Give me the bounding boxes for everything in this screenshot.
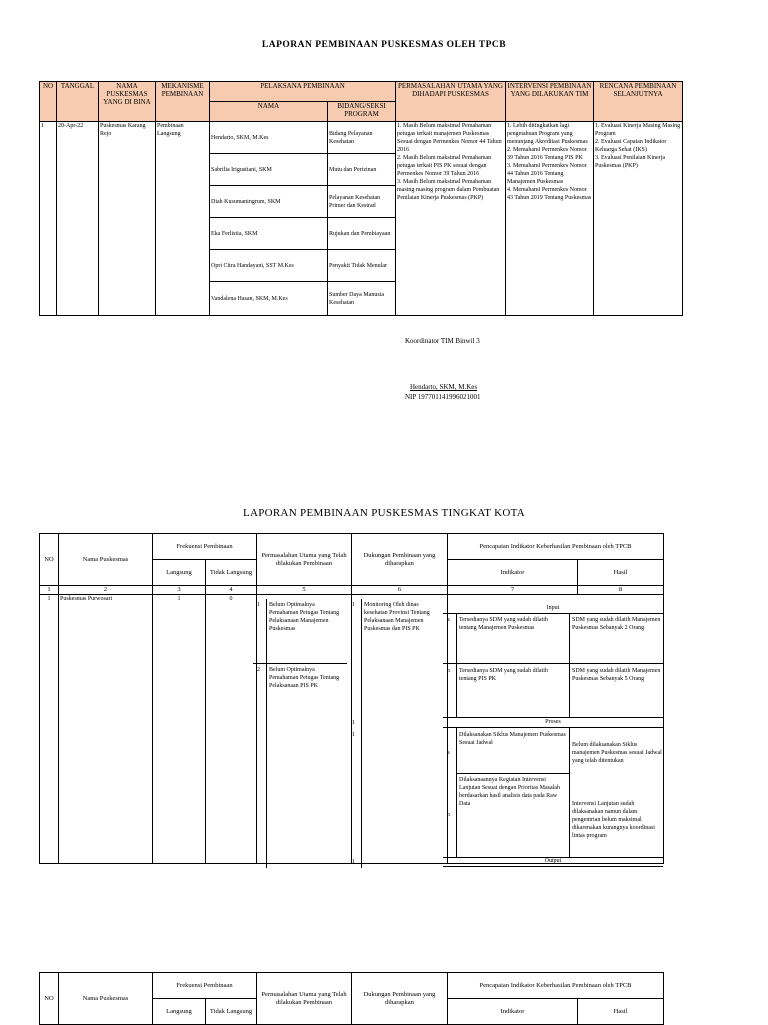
pelaksana-bidang: Rujukan dan Pembiayaan <box>328 218 396 250</box>
header-intervensi: INTERVENSI PEMBINAAN YANG DILAKUKAN TIM <box>506 82 594 122</box>
header-langsung: Langsung <box>153 560 206 586</box>
header-permasalahan: PERMASALAHAN UTAMA YANG DIHADAPI PUSKESMAS <box>396 82 506 122</box>
problem-separator <box>253 663 347 664</box>
input-divider <box>443 613 663 614</box>
report3-table <box>39 972 664 1025</box>
header-bidang: BIDANG/SEKSI PROGRAM <box>328 102 396 122</box>
header-tidak-langsung: Tidak Langsung <box>206 999 257 1025</box>
header-pencapaian: Pencapaian Indikator Keberhasilan Pembinaan oleh TPCB <box>448 534 664 560</box>
row-nama: Puskesmas Purwosari <box>59 595 153 864</box>
indicator-letter: b <box>447 668 450 674</box>
problem-number: 1 <box>257 602 260 608</box>
indicator-hasil: Intervensi Lanjutan sudah dilaksanakan namun dalam pengentrian belum maksimal dikarenakan kurangnya koordinasi lintas program <box>572 801 655 839</box>
header-mekanisme: MEKANISME PEMBINAAN <box>156 82 210 122</box>
pelaksana-bidang: Mutu dan Perizinan <box>328 154 396 186</box>
indicator-hasil: SDM yang sudah dilatih Manajemen Puskesmas Sebanyak 5 Orang <box>572 668 661 682</box>
dukungan-number: 1 <box>352 720 355 726</box>
header-no: NO <box>40 973 59 1025</box>
indicator-letter: a <box>447 617 450 623</box>
report1-table <box>39 81 683 316</box>
col-number: 8 <box>578 586 664 595</box>
problem-number: 2 <box>257 667 260 673</box>
header-permasalahan: Permasalahan Utama yang Telah dilakukan Pembinaan <box>257 973 352 1025</box>
dukungan-number: 1 <box>352 732 355 738</box>
header-indikator: Indikator <box>448 999 578 1025</box>
row-tanggal: 20-Apr-22 <box>57 122 99 316</box>
header-nama: NAMA <box>210 102 328 122</box>
row-permasalahan <box>257 595 352 864</box>
pelaksana-bidang: Bidang Pelayanan Kesehatan <box>328 122 396 154</box>
row-tidak-langsung: 0 <box>206 595 257 864</box>
row-mekanisme: Pembinaan Langsung <box>156 122 210 316</box>
signature-nip: NIP 197701141996021001 <box>405 393 481 401</box>
indicator-text: Tersedianya SDM yang sudah dilatih tentang PIS PK <box>459 668 548 682</box>
col-number: 4 <box>206 586 257 595</box>
header-frekuensi: Frekuensi Pembinaan <box>153 973 257 999</box>
report2-table <box>39 533 664 864</box>
indicator-hasil: SDM yang sudah dilatih Manajemen Puskesmas Sebanyak 2 Orang <box>572 617 661 631</box>
row-no: 1 <box>40 122 57 316</box>
pelaksana-nama: Hendarto, SKM, M.Kes <box>210 122 328 154</box>
proses-divider <box>443 727 663 728</box>
header-tanggal: TANGGAL <box>57 82 99 122</box>
hasil-divider <box>569 727 570 857</box>
col-number: 1 <box>40 586 59 595</box>
header-frekuensi: Frekuensi Pembinaan <box>153 534 257 560</box>
indicator-separator <box>456 773 569 774</box>
header-hasil: Hasil <box>578 999 664 1025</box>
row-dukungan <box>352 595 448 864</box>
row-puskesmas: Puskesmas Karang Rejo <box>99 122 156 316</box>
pelaksana-nama: Opri Citra Handayani, SST M.Kes <box>210 250 328 282</box>
problem-text: Belum Optimalnya Pemahaman Petugas Tentang Pelaksanaan PIS PK <box>269 667 340 689</box>
header-rencana: RENCANA PEMBINAAN SELANJUTNYA <box>594 82 683 122</box>
row-intervensi: 1. Lebih ditingkatkan lagi pengetahuan Program yang menunjang Akreditasi Puskesmas 2. Memahami Permenkes Nomor 39 Tahun 2016 Tentang PIS PK 3. Memahami Permenkes Nomor 44 Tahun 2016 Tentang Manajemen Puskesmas 4. Memahami Permenkes Nomor 43 Tahun 2019 Tentang Puskesmas <box>506 122 594 316</box>
dukungan-number: 1 <box>352 859 355 865</box>
section-input: Input <box>546 605 560 611</box>
row-rencana: 1. Evaluasi Kinerja Masing Masing Program 2. Evaluasi Capaian Indikator Keluarga Sehat (IKS) 3. Evaluasi Penilaian Kinerja Puskesmas (PKP) <box>594 122 683 316</box>
col-number: 6 <box>352 586 448 595</box>
header-nama-puskesmas: Nama Puskesmas <box>59 534 153 586</box>
indicator-text: Dilaksanaannya Kegiatan Intervensi Lanjutan Sesuai dengan Prioritas Masalah berdasarkan hasil analisis data pada Raw Data <box>459 777 560 807</box>
report2-title: LAPORAN PEMBINAAN PUSKESMAS TINGKAT KOTA <box>242 507 526 519</box>
pelaksana-nama: Diah Kusumaningrum, SKM <box>210 186 328 218</box>
header-pelaksana: PELAKSANA PEMBINAAN <box>210 82 396 102</box>
section-output: Output <box>544 858 562 864</box>
header-permasalahan: Permasalahan Utama yang Telah dilakukan Pembinaan <box>257 534 352 586</box>
letter-divider <box>456 727 457 857</box>
col-number: 7 <box>448 586 578 595</box>
indicator-letter: b <box>447 812 450 818</box>
section-proses: Proses <box>545 719 561 725</box>
header-no: NO <box>40 534 59 586</box>
row-permasalahan: 1. Masih Belum maksimal Pemahaman petugas terkait manajemen Puskesmas Sesuai dengan Permenkes Nomor 44 Tahun 2016 2. Masih Belum maksimal Pemahaman petugas terkait PIS PK sesuai dengan Permenkes Nomor 39 Tahun 2016 3. Masih Belum maksimal Pemahaman masing masing program dalam Pembuatan Penilaian Kinerja Puskesmas (PKP) <box>396 122 506 316</box>
signature-role: Koordinator TIM Binwil 3 <box>405 337 480 345</box>
header-nama-puskesmas: NAMA PUSKESMAS YANG DI BINA <box>99 82 156 122</box>
indicator-hasil: Belum dilaksanakan Siklus manajemen Puskesmas sesuai Jadwal yang telah ditentukan <box>572 742 662 764</box>
pelaksana-nama: Vandalena Hasan, SKM, M.Kes <box>210 282 328 316</box>
pelaksana-bidang: Sumber Daya Manusia Kesehatan <box>328 282 396 316</box>
col-number: 2 <box>59 586 153 595</box>
pelaksana-nama: Eka Ferlistia, SKM <box>210 218 328 250</box>
pelaksana-bidang: Penyakit Tidak Menular <box>328 250 396 282</box>
col-number: 5 <box>257 586 352 595</box>
header-tidak-langsung: Tidak Langsung <box>206 560 257 586</box>
header-no: NO <box>40 82 57 122</box>
header-dukungan: Dukungan Pembinaan yang diharapkan <box>352 534 448 586</box>
indicator-letter: a <box>447 750 450 756</box>
report1-title: LAPORAN PEMBINAAN PUSKESMAS OLEH TPCB <box>261 40 507 50</box>
letter-divider <box>456 613 457 717</box>
row-no: 1 <box>40 595 59 864</box>
col-number: 3 <box>153 586 206 595</box>
indicator-text: Dilaksanakan Siklus Manajemen Puskesmas Sesuai Jadwal <box>459 732 566 746</box>
header-indikator: Indikator <box>448 560 578 586</box>
signature-name: Hendarto, SKM, M.Kes <box>410 383 478 391</box>
header-dukungan: Dukungan Pembinaan yang diharapkan <box>352 973 448 1025</box>
dukungan-subdivider <box>361 599 362 868</box>
problem-text: Belum Optimalnya Pemahaman Petugas Tentang Pelaksanaan Manajemen Puskesmas <box>269 602 340 632</box>
output-divider <box>443 866 663 867</box>
header-langsung: Langsung <box>153 999 206 1025</box>
dukungan-number: 1 <box>352 602 355 608</box>
problem-subdivider <box>266 599 267 868</box>
indicator-text: Tersedianya SDM yang sudah dilatih tentang Manajemen Puskesmas <box>459 617 548 631</box>
header-nama-puskesmas: Nama Puskesmas <box>59 973 153 1025</box>
row-langsung: 1 <box>153 595 206 864</box>
header-hasil: Hasil <box>578 560 664 586</box>
pelaksana-nama: Sabrilia Irigustiani, SKM <box>210 154 328 186</box>
dukungan-text: Monitoring Oleh dinas kesehatan Provinsi Tentang Pelaksanaan Manajemen Puskesmas dan PIS PK <box>364 602 430 632</box>
hasil-divider <box>569 613 570 717</box>
pelaksana-bidang: Pelayanan Kesehatan Primer dan Kestrad <box>328 186 396 218</box>
header-pencapaian: Pencapaian Indikator Keberhasilan Pembinaan oleh TPCB <box>448 973 664 999</box>
indicator-separator <box>443 663 663 664</box>
